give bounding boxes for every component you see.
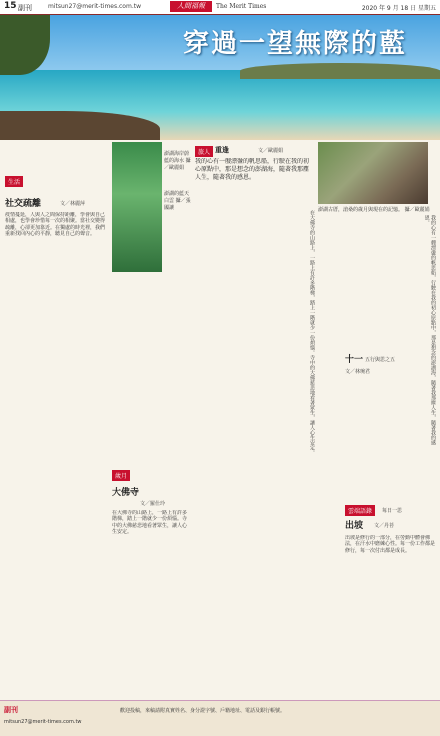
page-number: 15 xyxy=(4,1,17,11)
right-title: 出坡 xyxy=(345,521,364,531)
left-author: 文／林麗萍 xyxy=(60,201,86,207)
right-author: 文／丹苔 xyxy=(374,523,395,529)
footer-label: 副刊 xyxy=(4,706,18,714)
banner-photo xyxy=(0,15,440,140)
intro-text: 我的心有一艘漂盪的帆思船，行駛在我的初心原點中，那是想念的澎湖海，隨著我那塵人生，隨著我的感恩。 xyxy=(195,158,310,181)
poem-subtitle: 五行與思之五 xyxy=(365,357,396,363)
photo-sea-plant xyxy=(112,142,162,272)
left-title: 社交疏離 xyxy=(5,199,42,209)
middle-tag: 歲月 xyxy=(112,470,130,481)
intro-author: 文／歐麗娟 xyxy=(258,148,284,154)
footer-text: 歡迎投稿，來稿請附真實姓名、身分證字號、戶籍地址、電話及銀行帳號。 xyxy=(120,708,286,714)
newspaper-logo: 人間福報 xyxy=(170,1,212,12)
intro-tag: 旅人 xyxy=(195,146,213,157)
issue-date: 2020 年 9 月 18 日 星期五 xyxy=(361,5,436,12)
center-article: 在大佛寺的山路上，一路上有許多階梯，踏上一階就少一份煩惱。寺中的大佛慈悲地看著眾生，讓人心生安定。 xyxy=(309,210,315,455)
photo-caption: 澎湖海岸蔚藍的海水 攝／歐麗娟 xyxy=(164,151,191,171)
island xyxy=(240,63,440,79)
photo-caption: 澎湖古厝，滄桑的歲月與現在的記憶。 攝／歐麗娟 xyxy=(318,207,430,213)
right-text: 出坡是修行的一部分，在勞動中體會佛法，在汗水中磨練心性。每一份工作都是修行，每一次付出都是成長。 xyxy=(345,535,435,554)
footer-email: mitsun27@merit-times.com.tw xyxy=(4,719,82,725)
poem-author: 文／林琬君 xyxy=(345,369,371,375)
page-header xyxy=(0,0,440,15)
photo-caption: 澎湖的藍天白雲 攝／張國讓 xyxy=(164,191,191,211)
poem-title: 十一 xyxy=(345,355,364,365)
intro-title: 重逢 xyxy=(215,146,229,154)
middle-author: 文／羅仕玲 xyxy=(140,501,166,507)
newspaper-logo-en: The Merit Times xyxy=(216,3,267,10)
left-tag: 生活 xyxy=(5,176,23,187)
banner-title: 穿過一望無際的藍 xyxy=(182,29,407,59)
page-footer xyxy=(0,700,440,736)
right-subtag: 每日一思 xyxy=(382,508,403,514)
middle-text: 在大佛寺的山路上，一路上有許多階梯，踏上一階就少一份煩惱。寺中的大佛慈悲地看著眾生，讓人心生安定。 xyxy=(112,510,188,535)
left-text: 疫情蔓延，人與人之間保持距離，學會與自己相處，也學會珍惜每一次的相聚。當社交變得疏離，心卻更加靠近。在獨處的時光裡，我們重新找回內心的平靜，聽見自己的聲音。 xyxy=(5,212,106,237)
section-name: 副刊 xyxy=(18,4,32,12)
right-tag: 雲端語錄 xyxy=(345,505,375,516)
photo-stone-house xyxy=(318,142,428,204)
header-email: mitsun27@merit-times.com.tw xyxy=(48,3,141,10)
middle-title: 大佛寺 xyxy=(112,488,140,498)
right-article: 我的心有一艘漂盪的帆思船，行駛在我的初心原點中，那是想念的澎湖海，隨著我那塵人生，隨著我的感恩。 xyxy=(423,215,436,445)
